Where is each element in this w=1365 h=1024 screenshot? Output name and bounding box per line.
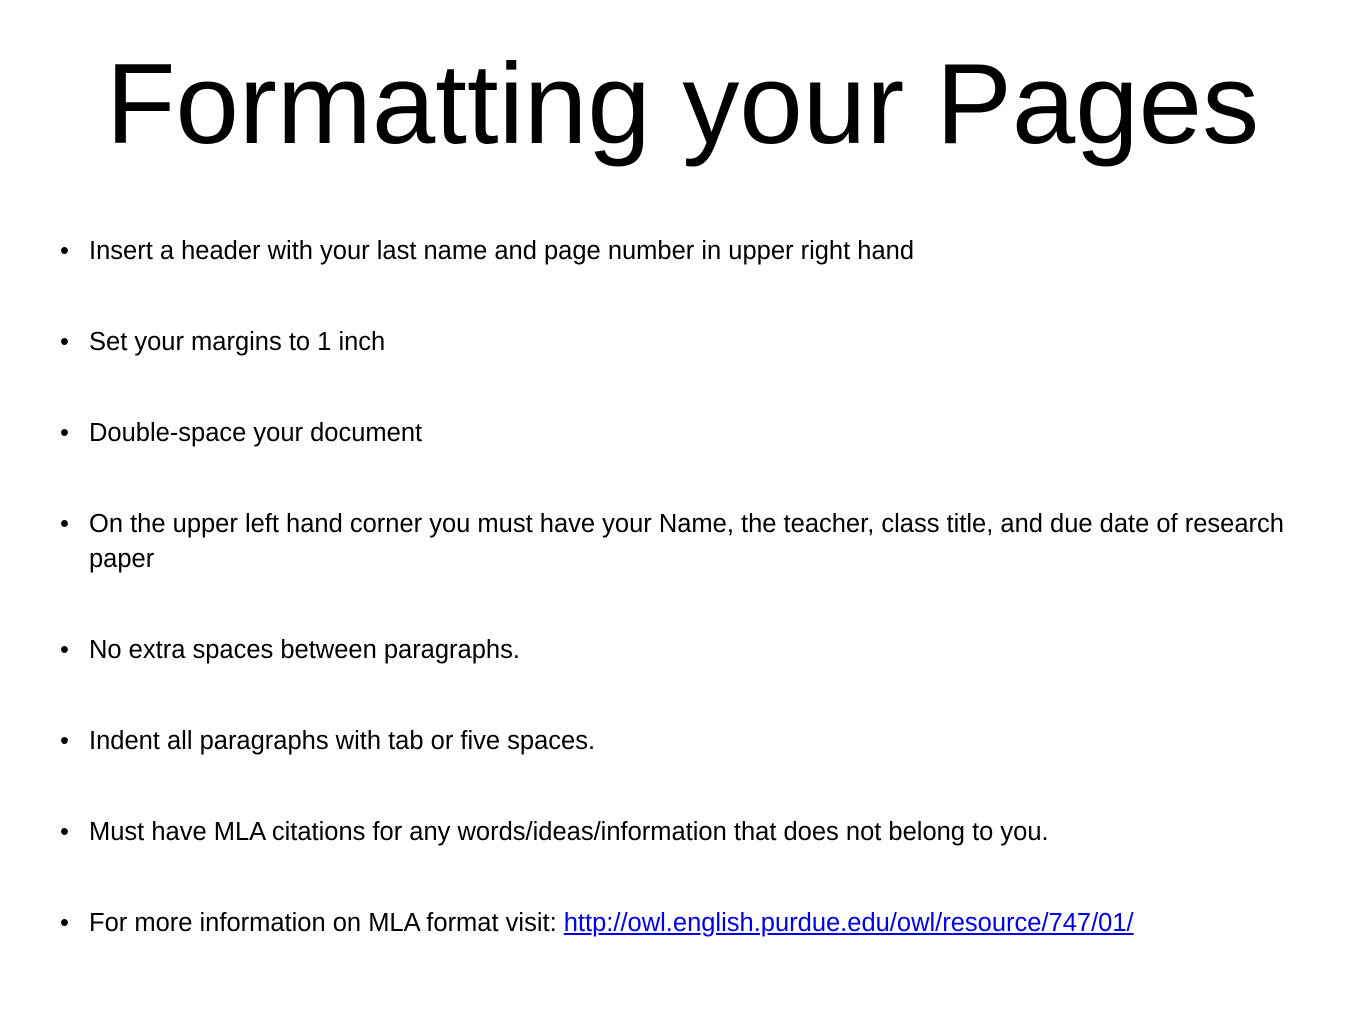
bullet-text: Double-space your document xyxy=(89,419,423,447)
bullet-text: No extra spaces between paragraphs. xyxy=(89,636,520,664)
bullet-icon: • xyxy=(60,510,69,538)
bullet-list xyxy=(60,234,1350,997)
list-item xyxy=(60,325,1350,360)
bullet-text: Set your margins to 1 inch xyxy=(89,328,386,356)
mla-resource-link[interactable]: http://owl.english.purdue.edu/owl/resource/747/01/ xyxy=(563,909,1134,937)
bullet-text: Must have MLA citations for any words/ideas/information that does not belong to you. xyxy=(89,818,1049,846)
bullet-icon: • xyxy=(60,909,69,937)
bullet-icon: • xyxy=(60,328,69,356)
bullet-text: Insert a header with your last name and page number in upper right hand xyxy=(89,237,915,265)
bullet-icon: • xyxy=(60,237,69,265)
list-item xyxy=(60,724,1350,759)
bullet-text: Indent all paragraphs with tab or five spaces. xyxy=(89,727,596,755)
bullet-icon: • xyxy=(60,636,69,664)
list-item xyxy=(60,234,1350,269)
bullet-icon: • xyxy=(60,727,69,755)
bullet-text: For more information on MLA format visit: xyxy=(89,909,564,937)
bullet-icon: • xyxy=(60,419,69,447)
list-item xyxy=(60,815,1350,850)
slide-title: Formatting your Pages xyxy=(105,41,1260,168)
bullet-icon: • xyxy=(60,818,69,846)
list-item xyxy=(60,633,1350,668)
bullet-text: On the upper left hand corner you must have your Name, the teacher, class title, and due date of research paper xyxy=(89,510,1284,573)
list-item xyxy=(60,906,1350,941)
list-item xyxy=(60,416,1350,451)
list-item xyxy=(60,507,1350,577)
